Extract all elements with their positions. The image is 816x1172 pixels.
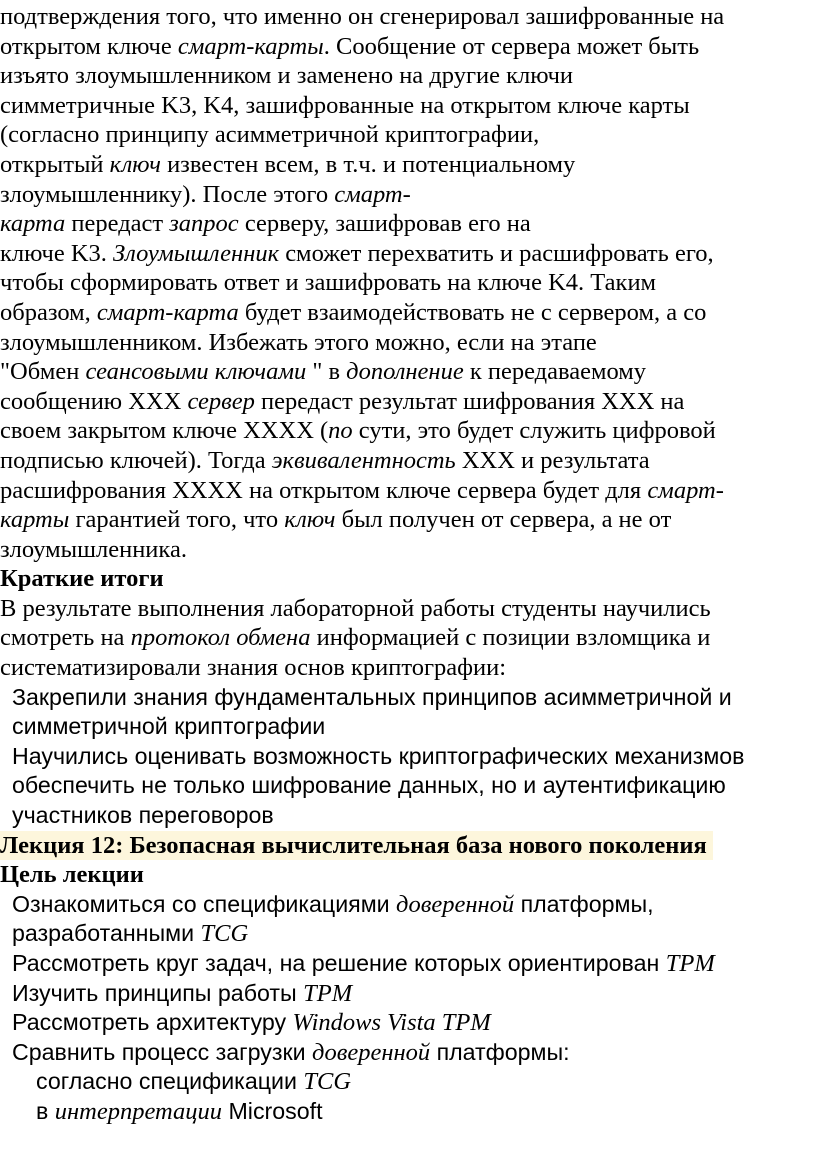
text-line: злоумышленником. Избежать этого можно, если на этапе xyxy=(0,328,597,356)
text-line: симметричные K3, K4, зашифрованные на открытом ключе карты xyxy=(0,91,690,119)
text-line: обеспечить не только шифрование данных, но и аутентификацию xyxy=(12,772,726,799)
text-line: Научились оценивать возможность криптографических механизмов xyxy=(12,742,745,769)
sub-list-item xyxy=(36,1067,816,1097)
paragraph-protocol-attack xyxy=(0,2,816,564)
text-line: Изучить принципы работы TPM xyxy=(12,979,353,1007)
list-item xyxy=(12,742,816,831)
text-line: Рассмотреть круг задач, на решение которых ориентирован TPM xyxy=(12,950,715,977)
text-line: изъято злоумышленником и заменено на другие ключи xyxy=(0,62,574,90)
text-line: злоумышленника. xyxy=(0,535,187,563)
lecture-title-row xyxy=(0,831,816,861)
text-line: сообщению XXX сервер передаст результат шифрования XXX на xyxy=(0,387,685,415)
text-line: В результате выполнения лабораторной работы студенты научились xyxy=(0,594,711,622)
text-line: смотреть на протокол обмена информацией с позиции взломщика и xyxy=(0,624,711,652)
list-item xyxy=(12,1008,816,1038)
text-line: открытый ключ известен всем, в т.ч. и потенциальному xyxy=(0,150,576,178)
list-item xyxy=(12,1038,816,1127)
text-line: симметричной криптографии xyxy=(12,713,326,740)
text-line: Сравнить процесс загрузки доверенной платформы: xyxy=(12,1038,570,1066)
text-line: злоумышленнику). После этого смарт- xyxy=(0,180,411,208)
goals-list xyxy=(0,890,816,1127)
lecture-title: Лекция 12: Безопасная вычислительная база нового поколения xyxy=(0,831,713,861)
text-line: подтверждения того, что именно он сгенерировал зашифрованные на xyxy=(0,3,725,30)
text-line: Ознакомиться со спецификациями доверенной платформы, xyxy=(12,890,654,918)
goal-heading: Цель лекции xyxy=(0,861,144,889)
text-line: карта передаст запрос серверу, зашифровав его на xyxy=(0,210,531,238)
text-line: разработанными TCG xyxy=(12,920,249,948)
text-line: своем закрытом ключе XXXX (по сути, это будет служить цифровой xyxy=(0,417,716,445)
text-line: согласно спецификации TCG xyxy=(36,1068,352,1096)
text-line: (согласно принципу асимметричной криптографии, xyxy=(0,121,540,149)
summary-heading: Краткие итоги xyxy=(0,565,164,593)
text-line: карты гарантией того, что ключ был получен от сервера, а не от xyxy=(0,506,672,534)
list-item xyxy=(12,683,816,742)
text-line: подписью ключей). Тогда эквивалентность XXX и результата xyxy=(0,446,650,474)
summary-list xyxy=(0,683,816,831)
text-line: открытом ключе смарт-карты. Сообщение от сервера может быть xyxy=(0,32,700,60)
summary-paragraph xyxy=(0,594,816,683)
text-line: ключе K3. Злоумышленник сможет перехватить и расшифровать его, xyxy=(0,239,714,267)
text-line: участников переговоров xyxy=(12,802,274,829)
text-line: "Обмен сеансовыми ключами " в дополнение к передаваемому xyxy=(0,358,647,386)
boot-process-sublist xyxy=(12,1067,816,1126)
text-line: Закрепили знания фундаментальных принципов асимметричной и xyxy=(12,683,732,710)
text-line: чтобы сформировать ответ и зашифровать на ключе K4. Таким xyxy=(0,269,657,297)
list-item xyxy=(12,979,816,1009)
list-item xyxy=(12,949,816,979)
text-line: систематизировали знания основ криптографии: xyxy=(0,654,507,682)
text-line: в интерпретации Microsoft xyxy=(36,1097,323,1125)
sub-list-item xyxy=(36,1097,816,1127)
text-line: Рассмотреть архитектуру Windows Vista TPM xyxy=(12,1009,491,1037)
list-item xyxy=(12,890,816,949)
text-line: расшифрования XXXX на открытом ключе сервера будет для смарт- xyxy=(0,476,724,504)
text-line: образом, смарт-карта будет взаимодействовать не с сервером, а со xyxy=(0,298,707,326)
